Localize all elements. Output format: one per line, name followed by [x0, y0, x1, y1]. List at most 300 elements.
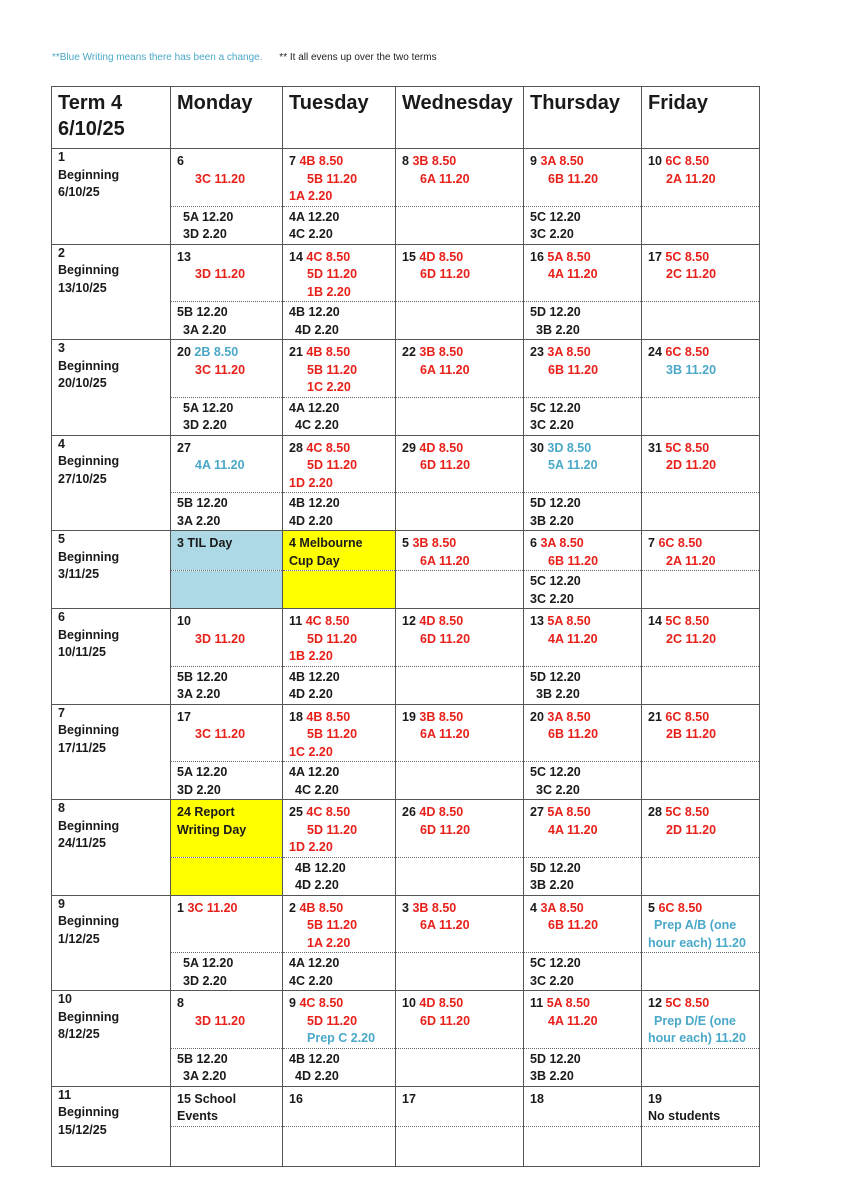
day-header-monday: Monday — [171, 87, 283, 149]
class-session: 3D 11.20 — [195, 1013, 246, 1028]
cell-line — [289, 266, 395, 284]
cell-line — [177, 440, 282, 458]
cell-line — [648, 822, 759, 840]
cell-line — [530, 513, 641, 531]
day-cell-tuesday — [283, 1086, 396, 1126]
date-text: 13 — [177, 249, 191, 264]
cell-line — [289, 226, 395, 244]
cell-line — [402, 457, 523, 475]
date-text: 4A 12.20 — [289, 209, 340, 224]
cell-line — [177, 1091, 282, 1109]
date-text: 24 Report — [177, 805, 235, 819]
date-text: 2 — [289, 900, 300, 915]
cell-line — [177, 417, 282, 435]
class-session: 4C 8.50 — [306, 805, 351, 819]
day-header-wednesday: Wednesday — [396, 87, 524, 149]
date-text: 9 — [289, 996, 300, 1010]
date-text: 30 — [530, 440, 548, 455]
date-text: 14 — [289, 249, 307, 264]
day-cell-thursday — [524, 149, 642, 207]
class-session: 6B 11.20 — [548, 918, 599, 932]
cell-line — [530, 362, 641, 380]
day-cell-wednesday — [396, 531, 524, 571]
cell-line — [177, 1068, 282, 1086]
day-cell-friday-afternoon — [642, 762, 760, 800]
day-cell-tuesday — [283, 609, 396, 667]
cell-line — [177, 400, 282, 418]
cell-line — [289, 495, 395, 513]
class-session: 6C 8.50 — [665, 154, 710, 168]
date-text: 3C 2.20 — [530, 591, 574, 606]
date-text: 22 — [402, 345, 420, 359]
class-session: 6B 11.20 — [548, 727, 599, 741]
cell-line — [177, 669, 282, 687]
cell-line — [402, 535, 523, 553]
class-session: 5B 11.20 — [307, 918, 358, 932]
week-label-line: 8 — [58, 801, 65, 815]
date-text: 13 — [530, 614, 548, 628]
date-text: 23 — [530, 345, 548, 359]
day-cell-monday — [171, 435, 283, 493]
day-cell-friday-afternoon — [642, 493, 760, 531]
week-label-line: Beginning — [58, 914, 120, 928]
cell-line — [530, 900, 641, 918]
day-cell-friday — [642, 1086, 760, 1126]
cell-line — [289, 726, 395, 744]
date-text: 4B 12.20 — [289, 1051, 340, 1066]
day-cell-tuesday-afternoon — [283, 493, 396, 531]
week-label-line: 3/11/25 — [58, 567, 100, 581]
day-cell-friday — [642, 895, 760, 953]
week-row — [52, 800, 760, 858]
cell-line — [648, 631, 759, 649]
week-label-line: 8/12/25 — [58, 1027, 100, 1041]
cell-line — [530, 249, 641, 267]
day-cell-tuesday-afternoon — [283, 1048, 396, 1086]
cell-line — [530, 669, 641, 687]
cell-line — [289, 379, 395, 397]
cell-line — [530, 440, 641, 458]
cell-line — [530, 877, 641, 895]
day-cell-monday-afternoon — [171, 1048, 283, 1086]
date-text: 19 — [648, 1091, 662, 1106]
day-cell-monday — [171, 340, 283, 398]
day-cell-thursday-afternoon — [524, 666, 642, 704]
week-label-line: 10/11/25 — [58, 645, 106, 659]
class-session: hour each) 11.20 — [648, 935, 746, 950]
cell-line — [530, 995, 641, 1013]
day-cell-friday — [642, 149, 760, 207]
class-session: Prep D/E (one — [654, 1013, 736, 1028]
cell-line — [289, 764, 395, 782]
day-cell-tuesday — [283, 531, 396, 571]
day-cell-thursday-afternoon — [524, 571, 642, 609]
class-session: 1A 2.20 — [289, 189, 333, 203]
cell-line — [530, 1013, 641, 1031]
date-text: 5A 12.20 — [183, 209, 234, 224]
date-text: 5A 12.20 — [177, 765, 228, 779]
class-session: 3C 11.20 — [195, 362, 246, 377]
cell-line — [289, 457, 395, 475]
cell-line — [648, 726, 759, 744]
date-text: 4D 2.20 — [289, 513, 333, 528]
class-session: 6B 11.20 — [548, 553, 599, 568]
day-cell-monday-afternoon — [171, 762, 283, 800]
day-cell-thursday — [524, 531, 642, 571]
day-cell-monday — [171, 531, 283, 571]
cell-line — [402, 917, 523, 935]
class-session: 6D 11.20 — [420, 1013, 471, 1028]
week-label-line: 11 — [58, 1087, 72, 1102]
date-text: 3D 2.20 — [183, 418, 227, 432]
class-session: 4A 11.20 — [548, 267, 598, 281]
date-text: 18 — [289, 709, 307, 724]
cell-line — [530, 344, 641, 362]
cell-line — [177, 249, 282, 267]
schedule-body — [52, 149, 760, 1167]
cell-line — [289, 744, 395, 762]
date-text: 5C 12.20 — [530, 574, 581, 588]
class-session: 5A 8.50 — [547, 249, 591, 264]
cell-line — [177, 973, 282, 991]
cell-line — [177, 686, 282, 704]
day-cell-tuesday-afternoon — [283, 666, 396, 704]
date-text: 28 — [289, 440, 307, 455]
day-cell-monday-afternoon — [171, 206, 283, 244]
day-cell-tuesday-afternoon — [283, 762, 396, 800]
day-cell-thursday — [524, 340, 642, 398]
date-text: 5B 12.20 — [177, 305, 228, 319]
date-text: 5 — [648, 900, 659, 915]
day-cell-thursday-afternoon — [524, 493, 642, 531]
cell-line — [530, 400, 641, 418]
day-cell-thursday — [524, 435, 642, 493]
day-cell-thursday-afternoon — [524, 302, 642, 340]
week-label — [52, 991, 171, 1087]
cell-line — [289, 613, 395, 631]
date-text: 4D 2.20 — [295, 322, 339, 337]
class-session: 1D 2.20 — [289, 840, 333, 854]
cell-line — [402, 440, 523, 458]
cell-line — [177, 900, 282, 918]
class-session: 1D 2.20 — [289, 475, 333, 490]
week-label-line: 7 — [58, 705, 65, 720]
class-session: 2A 11.20 — [666, 171, 716, 186]
cell-line — [289, 1013, 395, 1031]
class-session: 2D 11.20 — [666, 458, 717, 472]
day-cell-tuesday — [283, 704, 396, 762]
class-session: 1A 2.20 — [307, 935, 351, 950]
date-text: 3 — [402, 900, 413, 915]
date-text: 20 — [177, 345, 195, 359]
cell-line — [402, 804, 523, 822]
class-session: 5C 8.50 — [665, 996, 710, 1010]
cell-line — [177, 995, 282, 1013]
day-cell-friday — [642, 704, 760, 762]
cell-line — [289, 535, 395, 553]
cell-line — [289, 284, 395, 302]
day-cell-tuesday — [283, 435, 396, 493]
class-session: 5C 8.50 — [665, 249, 710, 264]
week-label-line: 9 — [58, 896, 65, 911]
date-text: 3 TIL Day — [177, 536, 233, 550]
cell-line — [289, 839, 395, 857]
date-text: 3C 2.20 — [530, 418, 574, 432]
class-session: 3D 8.50 — [547, 440, 592, 455]
day-cell-monday — [171, 609, 283, 667]
date-text: 4B 12.20 — [289, 496, 340, 510]
term-header-line: Term 4 — [58, 92, 123, 114]
day-cell-thursday-afternoon — [524, 762, 642, 800]
cell-line — [177, 782, 282, 800]
date-text: Cup Day — [289, 553, 340, 568]
date-text: 12 — [648, 996, 666, 1010]
day-cell-friday-afternoon — [642, 397, 760, 435]
cell-line — [177, 304, 282, 322]
date-text: 31 — [648, 440, 666, 455]
class-session: 3B 8.50 — [419, 709, 464, 724]
date-text: 5D 12.20 — [530, 305, 581, 319]
day-cell-wednesday — [396, 800, 524, 858]
cell-line — [289, 553, 395, 571]
day-cell-thursday-afternoon — [524, 1126, 642, 1166]
day-cell-wednesday-afternoon — [396, 1048, 524, 1086]
class-session: 5B 11.20 — [307, 727, 358, 741]
cell-line — [177, 1051, 282, 1069]
day-cell-tuesday-afternoon — [283, 397, 396, 435]
day-cell-thursday-afternoon — [524, 857, 642, 895]
cell-line — [177, 1013, 282, 1031]
date-text: 5B 12.20 — [177, 1051, 228, 1066]
week-row — [52, 991, 760, 1049]
cell-line — [289, 440, 395, 458]
week-label-line: 6/10/25 — [58, 185, 100, 199]
date-text: 8 — [177, 996, 184, 1010]
cell-line — [177, 171, 282, 189]
week-label-line: 5 — [58, 532, 65, 546]
day-cell-wednesday-afternoon — [396, 493, 524, 531]
cell-line — [177, 344, 282, 362]
cell-line — [289, 153, 395, 171]
cell-line — [648, 709, 759, 727]
date-text: 28 — [648, 805, 666, 819]
date-text: 4A 12.20 — [289, 956, 340, 970]
cell-line — [289, 686, 395, 704]
date-text: 29 — [402, 440, 420, 455]
week-label-line: 10 — [58, 992, 72, 1006]
date-text: 17 — [402, 1091, 416, 1106]
week-label — [52, 704, 171, 800]
cell-line — [402, 153, 523, 171]
class-session: 5D 11.20 — [307, 458, 358, 472]
date-text: 3A 2.20 — [177, 687, 221, 701]
cell-line — [648, 804, 759, 822]
week-row — [52, 1086, 760, 1126]
class-session: 6A 11.20 — [420, 362, 470, 377]
cell-line — [177, 726, 282, 744]
class-session: 4D 8.50 — [419, 614, 464, 628]
day-cell-thursday — [524, 244, 642, 302]
day-cell-wednesday-afternoon — [396, 953, 524, 991]
cell-line — [289, 249, 395, 267]
date-text: 7 — [289, 154, 300, 168]
class-session: 4C 8.50 — [306, 249, 351, 264]
date-text: 5C 12.20 — [530, 400, 581, 415]
cell-line — [289, 860, 395, 878]
date-text: 3B 2.20 — [530, 878, 574, 892]
date-text: 17 — [648, 249, 666, 264]
day-cell-wednesday-afternoon — [396, 571, 524, 609]
day-cell-friday — [642, 340, 760, 398]
class-session: 2B 8.50 — [194, 345, 239, 359]
date-text: 3A 2.20 — [177, 513, 221, 528]
day-header-friday: Friday — [642, 87, 760, 149]
cell-line — [530, 955, 641, 973]
date-text: 3C 2.20 — [530, 227, 574, 241]
cell-line — [530, 613, 641, 631]
cell-line — [530, 322, 641, 340]
class-session: 4D 8.50 — [419, 805, 464, 819]
cell-line — [289, 362, 395, 380]
date-text: 19 — [402, 709, 420, 724]
week-row — [52, 244, 760, 302]
cell-line — [402, 344, 523, 362]
cell-line — [177, 153, 282, 171]
day-cell-wednesday-afternoon — [396, 302, 524, 340]
date-text: 3B 2.20 — [536, 322, 580, 337]
week-label-line: 2 — [58, 245, 65, 260]
week-label — [52, 895, 171, 991]
date-text: 5D 12.20 — [530, 860, 581, 875]
class-session: 5D 11.20 — [307, 822, 358, 837]
cell-line — [648, 153, 759, 171]
date-text: Writing Day — [177, 822, 247, 837]
cell-line — [648, 1108, 759, 1126]
class-session: 3A 8.50 — [540, 900, 584, 915]
day-cell-wednesday-afternoon — [396, 206, 524, 244]
date-text: 4 — [530, 900, 541, 915]
cell-line — [402, 900, 523, 918]
class-session: 4D 8.50 — [419, 440, 464, 455]
day-cell-friday — [642, 531, 760, 571]
cell-line — [530, 553, 641, 571]
date-text: 5B 12.20 — [177, 496, 228, 510]
week-label-line: Beginning — [58, 358, 120, 373]
week-label-line: 1/12/25 — [58, 931, 100, 946]
cell-line — [289, 513, 395, 531]
date-text: 5C 12.20 — [530, 765, 581, 779]
cell-line — [530, 266, 641, 284]
day-cell-tuesday-afternoon — [283, 302, 396, 340]
class-session: 6A 11.20 — [420, 553, 470, 568]
cell-line — [177, 1108, 282, 1126]
class-session: 4D 8.50 — [419, 249, 464, 264]
day-cell-thursday — [524, 1086, 642, 1126]
date-text: 27 — [530, 805, 548, 819]
class-session: 4C 8.50 — [306, 440, 351, 455]
week-label-line: Beginning — [58, 263, 120, 277]
day-cell-wednesday — [396, 991, 524, 1049]
cell-line — [530, 973, 641, 991]
date-text: 24 — [648, 345, 666, 359]
cell-line — [402, 631, 523, 649]
date-text: 4B 12.20 — [295, 860, 346, 875]
class-session: 4A 11.20 — [548, 631, 598, 646]
week-label-line: Beginning — [58, 723, 120, 737]
day-cell-monday-afternoon — [171, 493, 283, 531]
cell-line — [289, 877, 395, 895]
cell-line — [289, 804, 395, 822]
cell-line — [289, 973, 395, 991]
day-cell-tuesday-afternoon — [283, 953, 396, 991]
day-cell-monday — [171, 991, 283, 1049]
day-cell-thursday — [524, 609, 642, 667]
date-text: 18 — [530, 1091, 544, 1106]
cell-line — [530, 1068, 641, 1086]
day-cell-wednesday — [396, 609, 524, 667]
cell-line — [177, 822, 282, 840]
class-session: 3A 8.50 — [547, 709, 591, 724]
week-label-line: 24/11/25 — [58, 836, 106, 850]
class-session: 2C 11.20 — [666, 267, 717, 281]
day-cell-friday — [642, 435, 760, 493]
date-text: 15 School — [177, 1091, 237, 1106]
day-cell-monday-afternoon — [171, 1126, 283, 1166]
cell-line — [402, 709, 523, 727]
day-cell-monday — [171, 895, 283, 953]
cell-line — [648, 1030, 759, 1048]
class-session: 1B 2.20 — [307, 284, 351, 299]
cell-line — [530, 804, 641, 822]
date-text: 5D 12.20 — [530, 1051, 581, 1066]
week-label-line: 20/10/25 — [58, 376, 107, 390]
date-text: 4A 12.20 — [289, 400, 340, 415]
date-text: 5A 12.20 — [183, 956, 234, 970]
cell-line — [289, 1091, 395, 1109]
class-session: 1C 2.20 — [307, 380, 351, 394]
day-cell-thursday-afternoon — [524, 206, 642, 244]
class-session: 4A 11.20 — [548, 1013, 598, 1028]
cell-line — [177, 709, 282, 727]
day-cell-tuesday-afternoon — [283, 571, 396, 609]
cell-line — [289, 917, 395, 935]
cell-line — [648, 249, 759, 267]
cell-line — [530, 860, 641, 878]
cell-line — [289, 955, 395, 973]
cell-line — [402, 266, 523, 284]
date-text: 3C 2.20 — [530, 973, 574, 988]
week-label-line: Beginning — [58, 627, 120, 642]
day-header-thursday: Thursday — [524, 87, 642, 149]
day-cell-tuesday-afternoon — [283, 206, 396, 244]
day-cell-wednesday — [396, 435, 524, 493]
class-session: 5D 11.20 — [307, 267, 358, 281]
date-text: 5C 12.20 — [530, 956, 581, 970]
date-text: 16 — [289, 1091, 303, 1106]
date-text: 6 — [530, 536, 541, 550]
date-text: 5B 12.20 — [177, 669, 228, 684]
cell-line — [648, 440, 759, 458]
class-session: 4D 8.50 — [419, 996, 464, 1010]
day-cell-friday — [642, 800, 760, 858]
week-row — [52, 149, 760, 207]
week-label-line: 13/10/25 — [58, 280, 107, 295]
cell-line — [530, 591, 641, 609]
cell-line — [530, 631, 641, 649]
day-cell-friday-afternoon — [642, 953, 760, 991]
day-cell-wednesday-afternoon — [396, 762, 524, 800]
day-header-tuesday: Tuesday — [283, 87, 396, 149]
